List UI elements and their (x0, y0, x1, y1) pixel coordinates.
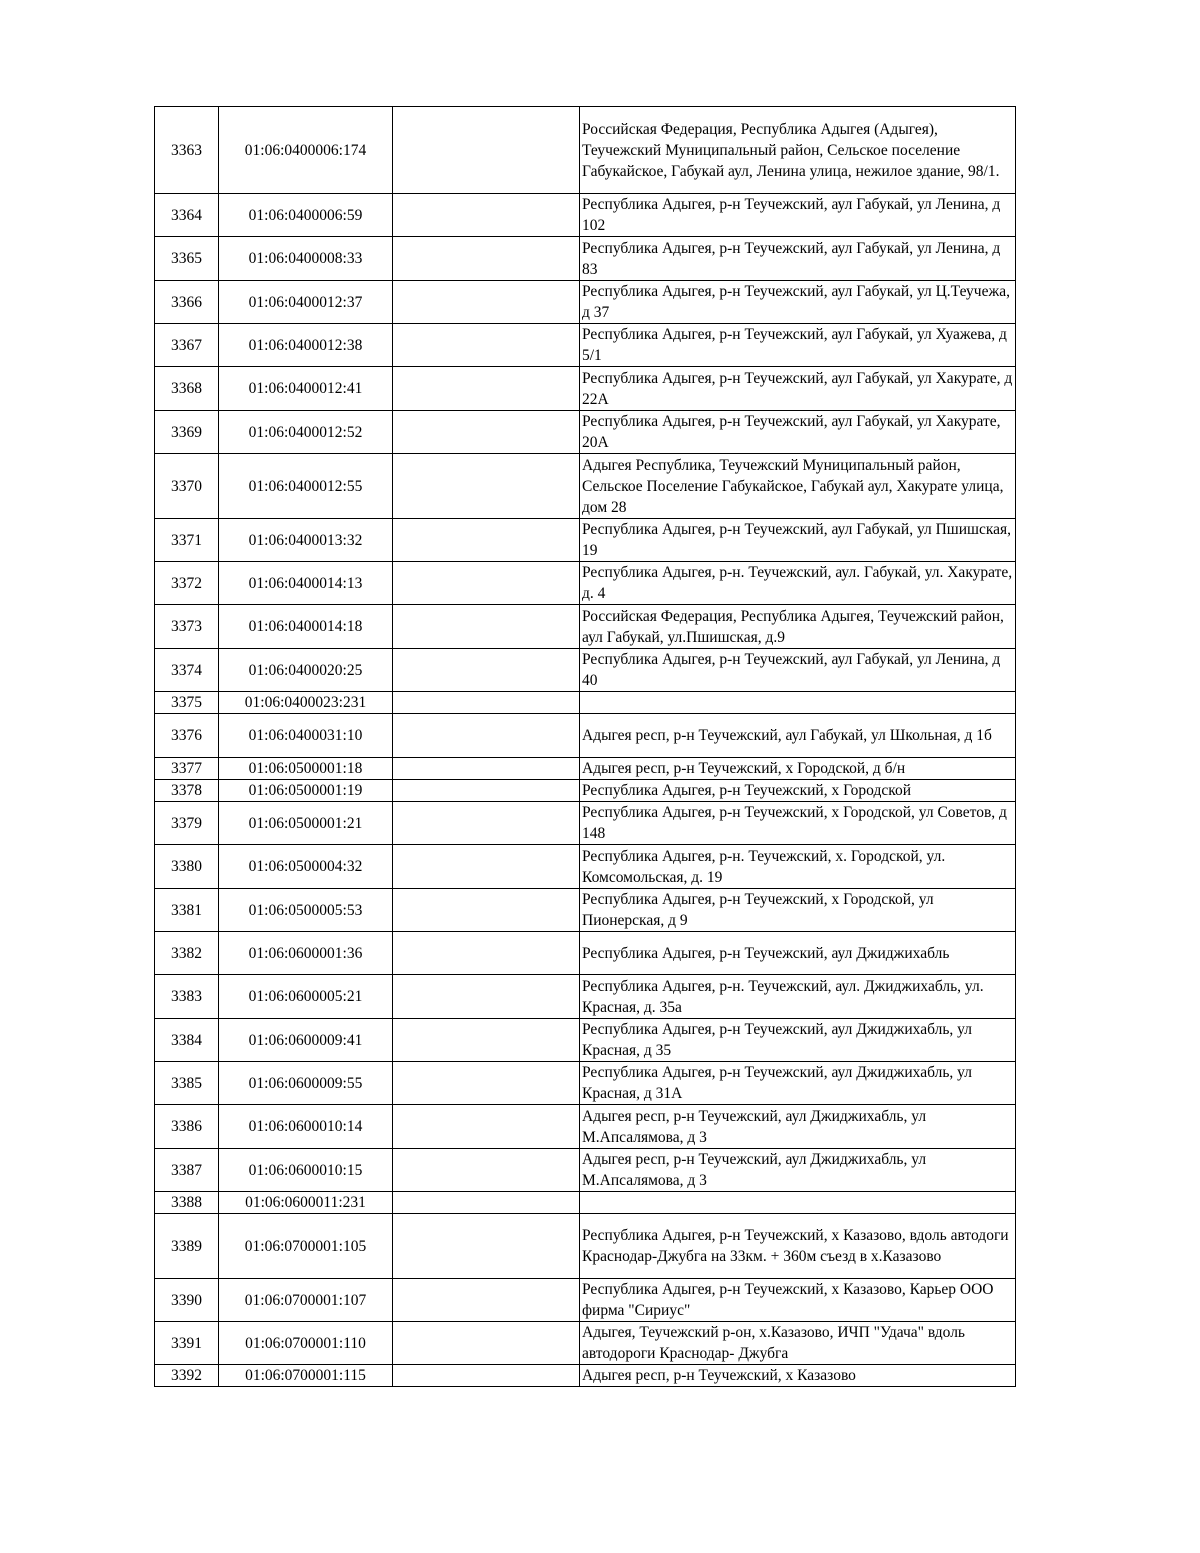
address-cell: Республика Адыгея, р-н. Теучежский, х. Городской, ул. Комсомольская, д. 19 (580, 845, 1016, 889)
row-number-cell: 3388 (155, 1192, 219, 1214)
cadastral-number-cell: 01:06:0400020:25 (219, 649, 393, 692)
cadastral-number-cell: 01:06:0700001:107 (219, 1279, 393, 1322)
row-number-cell: 3392 (155, 1365, 219, 1387)
empty-cell (393, 1149, 580, 1192)
cadastral-number-cell: 01:06:0400008:33 (219, 237, 393, 281)
registry-table (154, 106, 1016, 1387)
address-cell: Республика Адыгея, р-н Теучежский, аул Габукай, ул Хуажева, д 5/1 (580, 324, 1016, 367)
cadastral-number-cell: 01:06:0600005:21 (219, 975, 393, 1019)
cadastral-number-cell: 01:06:0400012:37 (219, 281, 393, 324)
row-number-cell: 3389 (155, 1214, 219, 1279)
table-row (155, 107, 1016, 194)
cadastral-number-cell: 01:06:0600009:41 (219, 1019, 393, 1062)
table-row (155, 281, 1016, 324)
table-row (155, 649, 1016, 692)
row-number-cell: 3386 (155, 1105, 219, 1149)
table-row (155, 1149, 1016, 1192)
cadastral-number-cell: 01:06:0400012:52 (219, 411, 393, 454)
address-cell: Республика Адыгея, р-н Теучежский, аул Габукай, ул Ленина, д 102 (580, 194, 1016, 237)
cadastral-number-cell: 01:06:0400014:18 (219, 605, 393, 649)
table-row (155, 1322, 1016, 1365)
empty-cell (393, 562, 580, 605)
address-cell: Адыгея респ, р-н Теучежский, аул Габукай, ул Школьная, д 1б (580, 714, 1016, 758)
address-cell: Республика Адыгея, р-н Теучежский, аул Габукай, ул Ц.Теучежа, д 37 (580, 281, 1016, 324)
empty-cell (393, 1214, 580, 1279)
address-cell: Адыгея респ, р-н Теучежский, аул Джиджихабль, ул М.Апсалямова, д 3 (580, 1149, 1016, 1192)
cadastral-number-cell: 01:06:0500001:18 (219, 758, 393, 780)
row-number-cell: 3364 (155, 194, 219, 237)
row-number-cell: 3382 (155, 932, 219, 975)
cadastral-number-cell: 01:06:0400013:32 (219, 519, 393, 562)
row-number-cell: 3390 (155, 1279, 219, 1322)
table-row (155, 692, 1016, 714)
cadastral-number-cell: 01:06:0500004:32 (219, 845, 393, 889)
cadastral-number-cell: 01:06:0600011:231 (219, 1192, 393, 1214)
empty-cell (393, 454, 580, 519)
row-number-cell: 3391 (155, 1322, 219, 1365)
empty-cell (393, 107, 580, 194)
address-cell (580, 1192, 1016, 1214)
empty-cell (393, 194, 580, 237)
table-row (155, 1214, 1016, 1279)
row-number-cell: 3366 (155, 281, 219, 324)
empty-cell (393, 932, 580, 975)
row-number-cell: 3363 (155, 107, 219, 194)
table-row (155, 758, 1016, 780)
empty-cell (393, 692, 580, 714)
cadastral-number-cell: 01:06:0600001:36 (219, 932, 393, 975)
row-number-cell: 3373 (155, 605, 219, 649)
empty-cell (393, 802, 580, 845)
empty-cell (393, 1019, 580, 1062)
table-row (155, 780, 1016, 802)
row-number-cell: 3376 (155, 714, 219, 758)
table-row (155, 802, 1016, 845)
cadastral-number-cell: 01:06:0400031:10 (219, 714, 393, 758)
row-number-cell: 3379 (155, 802, 219, 845)
address-cell: Адыгея респ, р-н Теучежский, х Казазово (580, 1365, 1016, 1387)
row-number-cell: 3387 (155, 1149, 219, 1192)
registry-table-body (155, 107, 1016, 1387)
table-row (155, 605, 1016, 649)
cadastral-number-cell: 01:06:0400006:59 (219, 194, 393, 237)
table-row (155, 562, 1016, 605)
empty-cell (393, 649, 580, 692)
row-number-cell: 3371 (155, 519, 219, 562)
table-row (155, 454, 1016, 519)
empty-cell (393, 889, 580, 932)
table-row (155, 845, 1016, 889)
empty-cell (393, 758, 580, 780)
address-cell: Адыгея респ, р-н Теучежский, х Городской, д б/н (580, 758, 1016, 780)
cadastral-number-cell: 01:06:0600010:15 (219, 1149, 393, 1192)
table-row (155, 367, 1016, 411)
row-number-cell: 3383 (155, 975, 219, 1019)
empty-cell (393, 1322, 580, 1365)
empty-cell (393, 1192, 580, 1214)
empty-cell (393, 324, 580, 367)
row-number-cell: 3385 (155, 1062, 219, 1105)
table-row (155, 714, 1016, 758)
address-cell: Республика Адыгея, р-н Теучежский, аул Габукай, ул Хакурате, д 22А (580, 367, 1016, 411)
table-row (155, 975, 1016, 1019)
address-cell: Республика Адыгея, р-н Теучежский, аул Джиджихабль (580, 932, 1016, 975)
empty-cell (393, 605, 580, 649)
row-number-cell: 3372 (155, 562, 219, 605)
table-row (155, 1365, 1016, 1387)
address-cell: Республика Адыгея, р-н. Теучежский, аул. Габукай, ул. Хакурате, д. 4 (580, 562, 1016, 605)
address-cell: Республика Адыгея, р-н Теучежский, х Городской, ул Советов, д 148 (580, 802, 1016, 845)
table-row (155, 1062, 1016, 1105)
address-cell: Республика Адыгея, р-н. Теучежский, аул. Джиджихабль, ул. Красная, д. 35а (580, 975, 1016, 1019)
row-number-cell: 3367 (155, 324, 219, 367)
cadastral-number-cell: 01:06:0700001:115 (219, 1365, 393, 1387)
row-number-cell: 3374 (155, 649, 219, 692)
table-row (155, 1019, 1016, 1062)
table-row (155, 237, 1016, 281)
row-number-cell: 3377 (155, 758, 219, 780)
address-cell: Республика Адыгея, р-н Теучежский, аул Габукай, ул Ленина, д 83 (580, 237, 1016, 281)
row-number-cell: 3384 (155, 1019, 219, 1062)
address-cell: Адыгея респ, р-н Теучежский, аул Джиджихабль, ул М.Апсалямова, д 3 (580, 1105, 1016, 1149)
address-cell: Республика Адыгея, р-н Теучежский, аул Габукай, ул Пшишская, 19 (580, 519, 1016, 562)
table-row (155, 519, 1016, 562)
table-row (155, 1105, 1016, 1149)
cadastral-number-cell: 01:06:0400012:38 (219, 324, 393, 367)
cadastral-number-cell: 01:06:0500005:53 (219, 889, 393, 932)
address-cell: Адыгея, Теучежский р-он, х.Казазово, ИЧП "Удача" вдоль автодороги Краснодар- Джубга (580, 1322, 1016, 1365)
empty-cell (393, 237, 580, 281)
row-number-cell: 3368 (155, 367, 219, 411)
empty-cell (393, 411, 580, 454)
table-row (155, 1279, 1016, 1322)
cadastral-number-cell: 01:06:0400012:41 (219, 367, 393, 411)
address-cell: Республика Адыгея, р-н Теучежский, аул Габукай, ул Ленина, д 40 (580, 649, 1016, 692)
address-cell: Республика Адыгея, р-н Теучежский, аул Джиджихабль, ул Красная, д 31А (580, 1062, 1016, 1105)
address-cell: Республика Адыгея, р-н Теучежский, х Городской, ул Пионерская, д 9 (580, 889, 1016, 932)
empty-cell (393, 1062, 580, 1105)
table-row (155, 411, 1016, 454)
address-cell: Республика Адыгея, р-н Теучежский, х Казазово, Карьер ООО фирма "Сириус" (580, 1279, 1016, 1322)
address-cell: Российская Федерация, Республика Адыгея (Адыгея), Теучежский Муниципальный район, Сельское поселение Габукайское, Габукай аул, Ленина улица, нежилое здание, 98/1. (580, 107, 1016, 194)
empty-cell (393, 1279, 580, 1322)
row-number-cell: 3380 (155, 845, 219, 889)
empty-cell (393, 519, 580, 562)
row-number-cell: 3370 (155, 454, 219, 519)
row-number-cell: 3375 (155, 692, 219, 714)
address-cell: Республика Адыгея, р-н Теучежский, х Казазово, вдоль автодоги Краснодар-Джубга на 33км. + 360м съезд в х.Казазово (580, 1214, 1016, 1279)
address-cell (580, 692, 1016, 714)
empty-cell (393, 975, 580, 1019)
table-row (155, 1192, 1016, 1214)
cadastral-number-cell: 01:06:0600010:14 (219, 1105, 393, 1149)
empty-cell (393, 714, 580, 758)
empty-cell (393, 1105, 580, 1149)
empty-cell (393, 845, 580, 889)
empty-cell (393, 1365, 580, 1387)
cadastral-number-cell: 01:06:0700001:110 (219, 1322, 393, 1365)
cadastral-number-cell: 01:06:0400023:231 (219, 692, 393, 714)
cadastral-number-cell: 01:06:0500001:21 (219, 802, 393, 845)
row-number-cell: 3381 (155, 889, 219, 932)
cadastral-number-cell: 01:06:0400014:13 (219, 562, 393, 605)
address-cell: Российская Федерация, Республика Адыгея, Теучежский район, аул Габукай, ул.Пшишская, д.9 (580, 605, 1016, 649)
address-cell: Адыгея Республика, Теучежский Муниципальный район, Сельское Поселение Габукайское, Габукай аул, Хакурате улица, дом 28 (580, 454, 1016, 519)
cadastral-number-cell: 01:06:0600009:55 (219, 1062, 393, 1105)
cadastral-number-cell: 01:06:0700001:105 (219, 1214, 393, 1279)
address-cell: Республика Адыгея, р-н Теучежский, х Городской (580, 780, 1016, 802)
empty-cell (393, 281, 580, 324)
empty-cell (393, 780, 580, 802)
address-cell: Республика Адыгея, р-н Теучежский, аул Габукай, ул Хакурате, 20А (580, 411, 1016, 454)
table-row (155, 324, 1016, 367)
row-number-cell: 3378 (155, 780, 219, 802)
empty-cell (393, 367, 580, 411)
cadastral-number-cell: 01:06:0400006:174 (219, 107, 393, 194)
table-row (155, 194, 1016, 237)
cadastral-number-cell: 01:06:0500001:19 (219, 780, 393, 802)
table-row (155, 889, 1016, 932)
table-row (155, 932, 1016, 975)
cadastral-number-cell: 01:06:0400012:55 (219, 454, 393, 519)
row-number-cell: 3365 (155, 237, 219, 281)
address-cell: Республика Адыгея, р-н Теучежский, аул Джиджихабль, ул Красная, д 35 (580, 1019, 1016, 1062)
row-number-cell: 3369 (155, 411, 219, 454)
